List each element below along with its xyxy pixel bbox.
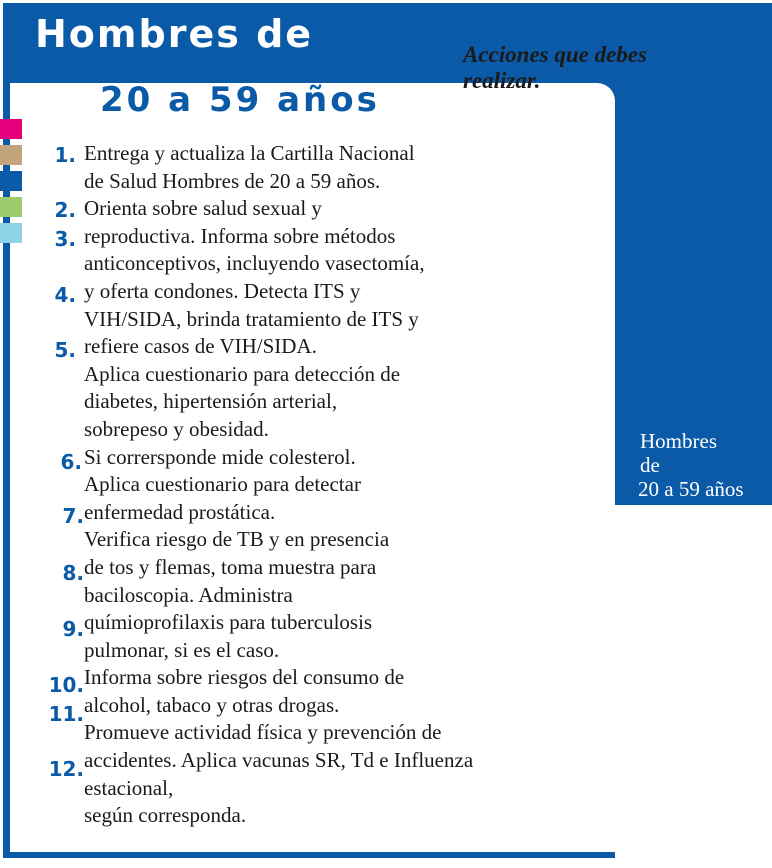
text-line: Verifica riesgo de TB y en presencia [84, 527, 390, 552]
frame-cutout [615, 505, 772, 868]
text-line: baciloscopia. Administra [84, 582, 293, 607]
text-line: químioprofilaxis para tuberculosis [84, 610, 373, 635]
text-line: Aplica cuestionario para detectar [84, 472, 361, 497]
swatch-green [0, 197, 22, 217]
text-line: alcohol, tabaco y otras drogas. [84, 692, 340, 717]
text-line: refiere casos de VIH/SIDA. [84, 334, 317, 359]
text-line: enfermedad prostática. [84, 499, 276, 524]
text-line: estacional, [84, 775, 174, 800]
side-label-line-1: Hombres [640, 429, 717, 453]
side-label [640, 429, 772, 501]
swatch-blue [0, 171, 22, 191]
subtitle: Acciones que debes realizar. [463, 42, 647, 93]
item-number-9: 9. [62, 617, 84, 641]
text-line: de tos y flemas, toma muestra para [84, 554, 377, 579]
item-number-8: 8. [62, 561, 84, 585]
text-line: VIH/SIDA, brinda tratamiento de ITS y [84, 306, 419, 331]
text-line: Entrega y actualiza la Cartilla Nacional [84, 141, 415, 165]
title-line-1: Hombres de [35, 12, 314, 56]
title-line-2: 20 a 59 años [100, 80, 380, 120]
text-line: anticonceptivos, incluyendo vasectomía, [84, 251, 425, 276]
item-number-12: 12. [48, 757, 84, 781]
text-line: reproductiva. Informa sobre métodos [84, 223, 396, 248]
text-line: Informa sobre riesgos del consumo de [84, 665, 405, 690]
text-line: Si corrersponde mide colesterol. [84, 444, 356, 469]
item-number-2: 2. [54, 198, 76, 222]
item-number-6: 6. [60, 450, 82, 474]
item-number-10: 10. [48, 673, 84, 697]
item-number-1: 1. [54, 143, 76, 167]
frame-bottom-margin [0, 858, 772, 868]
text-line: diabetes, hipertensión arterial, [84, 389, 338, 414]
text-line: de Salud Hombres de 20 a 59 años. [84, 168, 381, 193]
color-swatches [0, 119, 22, 249]
side-label-line-2: de [640, 453, 660, 477]
swatch-tan [0, 145, 22, 165]
side-label-line-3: 20 a 59 años [638, 477, 744, 501]
item-number-3: 3. [54, 227, 76, 251]
item-number-4: 4. [54, 283, 76, 307]
text-line: accidentes. Aplica vacunas SR, Td e Influenza [84, 748, 474, 773]
swatch-cyan [0, 223, 22, 243]
text-line: Promueve actividad física y prevención de [84, 720, 442, 745]
item-number-11: 11. [48, 702, 84, 726]
actions-text [84, 140, 604, 830]
text-line: sobrepeso y obesidad. [84, 416, 269, 441]
item-number-7: 7. [62, 504, 84, 528]
text-line: según corresponda. [84, 803, 247, 828]
text-line: pulmonar, si es el caso. [84, 637, 280, 662]
text-line: Aplica cuestionario para detección de [84, 361, 401, 386]
text-line: Orienta sobre salud sexual y [84, 196, 322, 221]
text-line: y oferta condones. Detecta ITS y [84, 278, 361, 303]
swatch-magenta [0, 119, 22, 139]
item-number-5: 5. [54, 338, 76, 362]
